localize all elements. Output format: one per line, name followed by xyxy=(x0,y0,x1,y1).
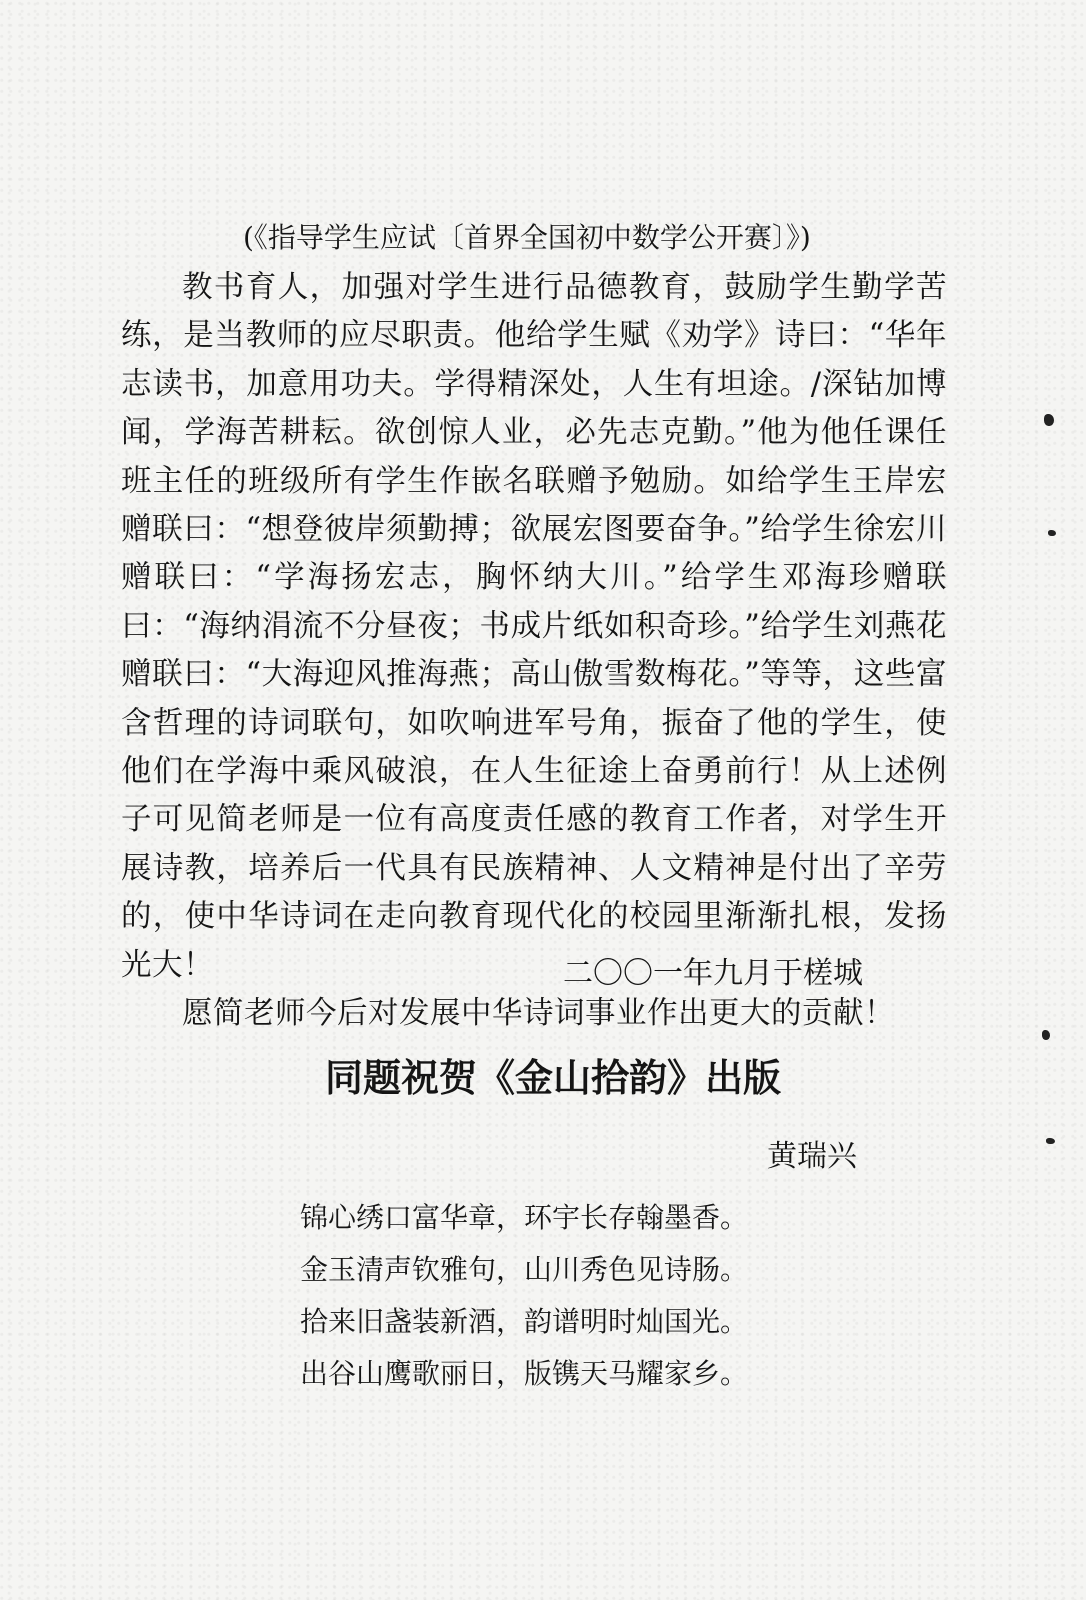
poem-author: 黄瑞兴 xyxy=(767,1139,857,1174)
poem-line-4: 出谷山鹰歌丽日，版镌天马耀家乡。 xyxy=(300,1357,749,1390)
poem-line-1: 锦心绣口富华章，环宇长存翰墨香。 xyxy=(300,1201,749,1234)
body-paragraph-2: 愿简老师今后对发展中华诗词事业作出更大的贡献！ xyxy=(182,996,895,1032)
poem-line-3: 拾来旧盏装新酒，韵谱明时灿国光。 xyxy=(300,1305,749,1338)
poem-line-2: 金玉清声钦雅句，山川秀色见诗肠。 xyxy=(300,1253,749,1286)
scan-speck-mark xyxy=(1044,414,1054,426)
body-paragraph-1: 教书育人，加强对学生进行品德教育，鼓励学生勤学苦练，是当教师的应尽职责。他给学生赋《劝学》诗曰：“华年志读书，加意用功夫。学得精深处，人生有坦途。/深钻加博闻，学海苦耕耘。欲创惊人业，必先志克勤。”他为他任课任班主任的班级所有学生作嵌名联赠予勉励。如给学生王岸宏赠联曰：“想登彼岸须勤搏；欲展宏图要奋争。”给学生徐宏川赠联曰：“学海扬宏志，胸怀纳大川。”给学生邓海珍赠联曰：“海纳涓流不分昼夜；书成片纸如积奇珍。”给学生刘燕花赠联曰：“大海迎风推海燕；高山傲雪数梅花。”等等，这些富含哲理的诗词联句，如吹响进军号角，振奋了他的学生，使他们在学海中乘风破浪，在人生征途上奋勇前行！从上述例子可见简老师是一位有高度责任感的教育工作者，对学生开展诗教，培养后一代具有民族精神、人文精神是付出了辛劳的，使中华诗词在走向教育现代化的校园里渐渐扎根，发扬光大！ xyxy=(121,270,947,983)
scan-speck-mark xyxy=(1042,1030,1050,1040)
source-citation: (《指导学生应试〔首界全国初中数学公开赛〕》) xyxy=(243,221,811,254)
poem-title: 同题祝贺《金山拾韵》出版 xyxy=(324,1056,781,1100)
scan-speck-mark xyxy=(1046,1138,1055,1144)
article-body xyxy=(121,264,947,1039)
scan-speck-mark xyxy=(1048,530,1056,536)
date-signature: 二〇〇一年九月于槎城 xyxy=(563,956,863,991)
poem-body xyxy=(300,1192,860,1400)
